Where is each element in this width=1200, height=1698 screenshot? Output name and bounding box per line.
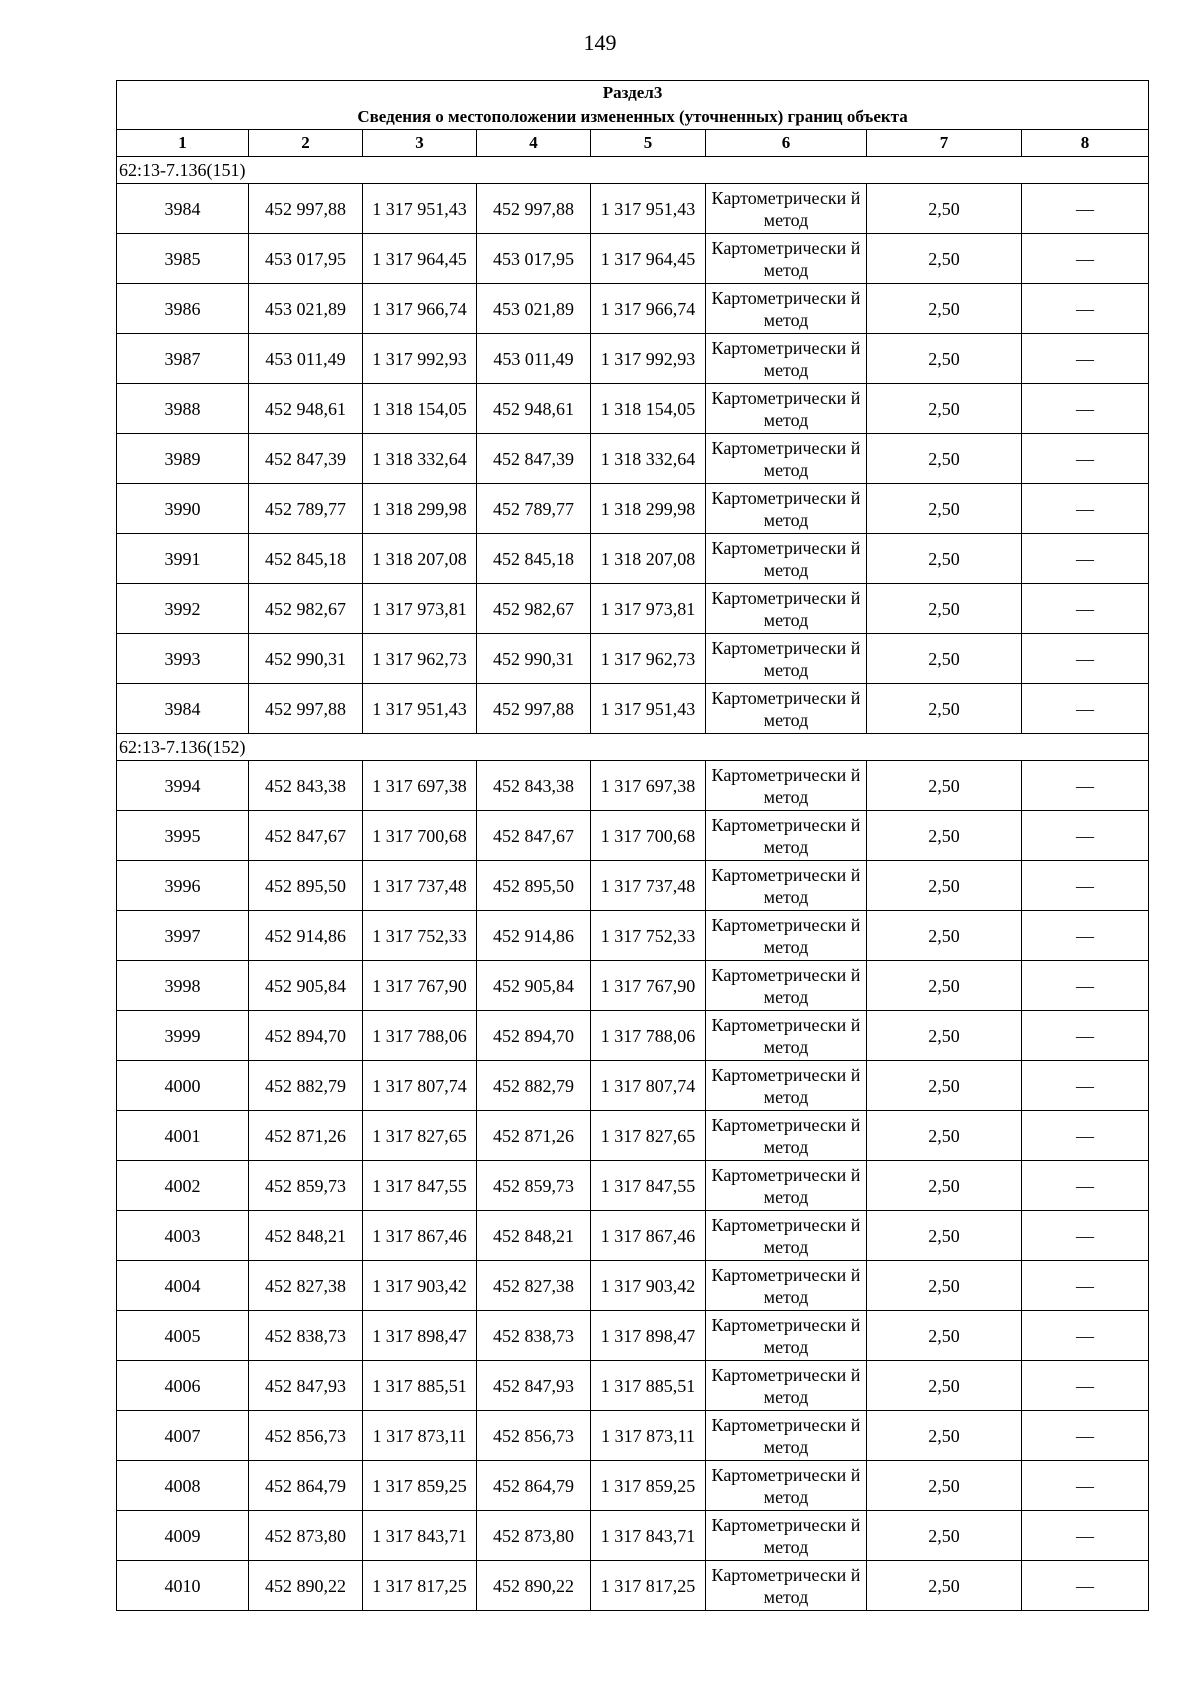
accuracy-cell: 2,50 <box>867 234 1022 284</box>
parcel-group-row <box>117 734 1149 761</box>
point-number-cell: 3984 <box>117 184 249 234</box>
method-cell: Картометрически й метод <box>706 1261 867 1311</box>
column-number: 6 <box>706 130 867 157</box>
point-number-cell: 3996 <box>117 861 249 911</box>
y-coordinate-cell: 1 317 697,38 <box>591 761 706 811</box>
y-coordinate-cell: 1 317 903,42 <box>591 1261 706 1311</box>
y-coordinate-cell: 1 317 827,65 <box>591 1111 706 1161</box>
point-number-cell: 3992 <box>117 584 249 634</box>
y-coordinate-cell: 1 318 332,64 <box>591 434 706 484</box>
x-coordinate-cell: 452 864,79 <box>249 1461 363 1511</box>
method-cell: Картометрически й метод <box>706 761 867 811</box>
table-row <box>117 1261 1149 1311</box>
y-coordinate-cell: 1 318 332,64 <box>363 434 477 484</box>
column-number: 1 <box>117 130 249 157</box>
empty-value-cell: — <box>1022 434 1149 484</box>
method-cell: Картометрически й метод <box>706 284 867 334</box>
point-number-cell: 3998 <box>117 961 249 1011</box>
method-cell: Картометрически й метод <box>706 1461 867 1511</box>
y-coordinate-cell: 1 317 847,55 <box>363 1161 477 1211</box>
y-coordinate-cell: 1 318 207,08 <box>591 534 706 584</box>
table-row <box>117 761 1149 811</box>
method-cell: Картометрически й метод <box>706 434 867 484</box>
boundary-coordinates-table <box>116 80 1149 1611</box>
point-number-cell: 4002 <box>117 1161 249 1211</box>
table-body <box>117 81 1149 1611</box>
empty-value-cell: — <box>1022 484 1149 534</box>
y-coordinate-cell: 1 317 885,51 <box>363 1361 477 1411</box>
point-number-cell: 3993 <box>117 634 249 684</box>
table-title-row <box>117 105 1149 130</box>
method-cell: Картометрически й метод <box>706 1561 867 1611</box>
column-number: 8 <box>1022 130 1149 157</box>
table-row <box>117 1161 1149 1211</box>
y-coordinate-cell: 1 317 767,90 <box>591 961 706 1011</box>
point-number-cell: 4008 <box>117 1461 249 1511</box>
y-coordinate-cell: 1 317 951,43 <box>363 184 477 234</box>
y-coordinate-cell: 1 318 299,98 <box>363 484 477 534</box>
table-row <box>117 484 1149 534</box>
method-cell: Картометрически й метод <box>706 384 867 434</box>
point-number-cell: 4010 <box>117 1561 249 1611</box>
y-coordinate-cell: 1 317 951,43 <box>591 184 706 234</box>
empty-value-cell: — <box>1022 184 1149 234</box>
x-coordinate-cell: 452 838,73 <box>249 1311 363 1361</box>
accuracy-cell: 2,50 <box>867 811 1022 861</box>
empty-value-cell: — <box>1022 1161 1149 1211</box>
x-coordinate-cell: 452 890,22 <box>249 1561 363 1611</box>
accuracy-cell: 2,50 <box>867 1011 1022 1061</box>
y-coordinate-cell: 1 317 962,73 <box>363 634 477 684</box>
y-coordinate-cell: 1 317 973,81 <box>591 584 706 634</box>
x-coordinate-cell: 452 859,73 <box>249 1161 363 1211</box>
accuracy-cell: 2,50 <box>867 1061 1022 1111</box>
table-row <box>117 1511 1149 1561</box>
table-row <box>117 1411 1149 1461</box>
x-coordinate-cell: 452 856,73 <box>477 1411 591 1461</box>
point-number-cell: 4006 <box>117 1361 249 1411</box>
x-coordinate-cell: 452 848,21 <box>477 1211 591 1261</box>
table-row <box>117 584 1149 634</box>
method-cell: Картометрически й метод <box>706 484 867 534</box>
x-coordinate-cell: 452 843,38 <box>477 761 591 811</box>
x-coordinate-cell: 452 845,18 <box>249 534 363 584</box>
x-coordinate-cell: 452 827,38 <box>477 1261 591 1311</box>
accuracy-cell: 2,50 <box>867 584 1022 634</box>
column-number: 5 <box>591 130 706 157</box>
y-coordinate-cell: 1 317 788,06 <box>363 1011 477 1061</box>
method-cell: Картометрически й метод <box>706 961 867 1011</box>
y-coordinate-cell: 1 317 767,90 <box>363 961 477 1011</box>
method-cell: Картометрически й метод <box>706 334 867 384</box>
table-row <box>117 1311 1149 1361</box>
x-coordinate-cell: 452 997,88 <box>477 184 591 234</box>
table-row <box>117 861 1149 911</box>
method-cell: Картометрически й метод <box>706 634 867 684</box>
column-number-row <box>117 130 1149 157</box>
x-coordinate-cell: 452 982,67 <box>477 584 591 634</box>
method-cell: Картометрически й метод <box>706 184 867 234</box>
table-row <box>117 1011 1149 1061</box>
x-coordinate-cell: 452 873,80 <box>477 1511 591 1561</box>
x-coordinate-cell: 452 847,93 <box>249 1361 363 1411</box>
page-number: 149 <box>583 30 617 55</box>
accuracy-cell: 2,50 <box>867 684 1022 734</box>
y-coordinate-cell: 1 317 964,45 <box>363 234 477 284</box>
x-coordinate-cell: 452 873,80 <box>249 1511 363 1561</box>
x-coordinate-cell: 452 847,39 <box>477 434 591 484</box>
table-row <box>117 534 1149 584</box>
empty-value-cell: — <box>1022 334 1149 384</box>
accuracy-cell: 2,50 <box>867 1361 1022 1411</box>
x-coordinate-cell: 452 845,18 <box>477 534 591 584</box>
x-coordinate-cell: 452 848,21 <box>249 1211 363 1261</box>
method-cell: Картометрически й метод <box>706 1511 867 1561</box>
point-number-cell: 4005 <box>117 1311 249 1361</box>
column-number: 3 <box>363 130 477 157</box>
y-coordinate-cell: 1 317 873,11 <box>363 1411 477 1461</box>
accuracy-cell: 2,50 <box>867 1211 1022 1261</box>
empty-value-cell: — <box>1022 1211 1149 1261</box>
point-number-cell: 3984 <box>117 684 249 734</box>
y-coordinate-cell: 1 317 807,74 <box>363 1061 477 1111</box>
empty-value-cell: — <box>1022 761 1149 811</box>
point-number-cell: 3990 <box>117 484 249 534</box>
method-cell: Картометрически й метод <box>706 1061 867 1111</box>
method-cell: Картометрически й метод <box>706 861 867 911</box>
point-number-cell: 3994 <box>117 761 249 811</box>
table-title: Сведения о местоположении измененных (уточненных) границ объекта <box>117 105 1149 130</box>
method-cell: Картометрически й метод <box>706 684 867 734</box>
point-number-cell: 4003 <box>117 1211 249 1261</box>
empty-value-cell: — <box>1022 1311 1149 1361</box>
point-number-cell: 4004 <box>117 1261 249 1311</box>
section-label: Раздел3 <box>117 81 1149 106</box>
y-coordinate-cell: 1 318 154,05 <box>363 384 477 434</box>
y-coordinate-cell: 1 317 873,11 <box>591 1411 706 1461</box>
accuracy-cell: 2,50 <box>867 1511 1022 1561</box>
point-number-cell: 4001 <box>117 1111 249 1161</box>
accuracy-cell: 2,50 <box>867 334 1022 384</box>
x-coordinate-cell: 452 847,67 <box>477 811 591 861</box>
accuracy-cell: 2,50 <box>867 1461 1022 1511</box>
x-coordinate-cell: 452 895,50 <box>249 861 363 911</box>
table-row <box>117 961 1149 1011</box>
point-number-cell: 3995 <box>117 811 249 861</box>
table-row <box>117 684 1149 734</box>
x-coordinate-cell: 452 895,50 <box>477 861 591 911</box>
x-coordinate-cell: 452 997,88 <box>477 684 591 734</box>
x-coordinate-cell: 452 847,93 <box>477 1361 591 1411</box>
point-number-cell: 4000 <box>117 1061 249 1111</box>
table-row <box>117 1461 1149 1511</box>
point-number-cell: 4007 <box>117 1411 249 1461</box>
method-cell: Картометрически й метод <box>706 811 867 861</box>
table-row <box>117 384 1149 434</box>
x-coordinate-cell: 452 890,22 <box>477 1561 591 1611</box>
y-coordinate-cell: 1 317 867,46 <box>363 1211 477 1261</box>
empty-value-cell: — <box>1022 1061 1149 1111</box>
y-coordinate-cell: 1 317 697,38 <box>363 761 477 811</box>
point-number-cell: 3999 <box>117 1011 249 1061</box>
empty-value-cell: — <box>1022 384 1149 434</box>
y-coordinate-cell: 1 317 788,06 <box>591 1011 706 1061</box>
x-coordinate-cell: 452 894,70 <box>477 1011 591 1061</box>
empty-value-cell: — <box>1022 1011 1149 1061</box>
accuracy-cell: 2,50 <box>867 634 1022 684</box>
accuracy-cell: 2,50 <box>867 1161 1022 1211</box>
point-number-cell: 3997 <box>117 911 249 961</box>
table-row <box>117 1111 1149 1161</box>
accuracy-cell: 2,50 <box>867 1261 1022 1311</box>
x-coordinate-cell: 453 017,95 <box>249 234 363 284</box>
table-row <box>117 334 1149 384</box>
point-number-cell: 3987 <box>117 334 249 384</box>
y-coordinate-cell: 1 317 700,68 <box>363 811 477 861</box>
y-coordinate-cell: 1 317 885,51 <box>591 1361 706 1411</box>
method-cell: Картометрически й метод <box>706 911 867 961</box>
method-cell: Картометрически й метод <box>706 534 867 584</box>
method-cell: Картометрически й метод <box>706 1411 867 1461</box>
empty-value-cell: — <box>1022 861 1149 911</box>
y-coordinate-cell: 1 317 898,47 <box>363 1311 477 1361</box>
empty-value-cell: — <box>1022 684 1149 734</box>
x-coordinate-cell: 452 905,84 <box>477 961 591 1011</box>
x-coordinate-cell: 452 914,86 <box>477 911 591 961</box>
method-cell: Картометрически й метод <box>706 584 867 634</box>
x-coordinate-cell: 452 827,38 <box>249 1261 363 1311</box>
x-coordinate-cell: 452 847,39 <box>249 434 363 484</box>
x-coordinate-cell: 453 011,49 <box>249 334 363 384</box>
x-coordinate-cell: 452 948,61 <box>249 384 363 434</box>
empty-value-cell: — <box>1022 284 1149 334</box>
parcel-group-label: 62:13-7.136(152) <box>117 734 1149 761</box>
accuracy-cell: 2,50 <box>867 534 1022 584</box>
accuracy-cell: 2,50 <box>867 434 1022 484</box>
y-coordinate-cell: 1 317 700,68 <box>591 811 706 861</box>
x-coordinate-cell: 452 843,38 <box>249 761 363 811</box>
y-coordinate-cell: 1 317 843,71 <box>591 1511 706 1561</box>
y-coordinate-cell: 1 317 973,81 <box>363 584 477 634</box>
y-coordinate-cell: 1 317 992,93 <box>591 334 706 384</box>
y-coordinate-cell: 1 317 966,74 <box>363 284 477 334</box>
y-coordinate-cell: 1 317 903,42 <box>363 1261 477 1311</box>
empty-value-cell: — <box>1022 961 1149 1011</box>
point-number-cell: 3986 <box>117 284 249 334</box>
table-row <box>117 184 1149 234</box>
accuracy-cell: 2,50 <box>867 484 1022 534</box>
y-coordinate-cell: 1 317 843,71 <box>363 1511 477 1561</box>
method-cell: Картометрически й метод <box>706 234 867 284</box>
y-coordinate-cell: 1 317 752,33 <box>591 911 706 961</box>
table-row <box>117 234 1149 284</box>
empty-value-cell: — <box>1022 1111 1149 1161</box>
point-number-cell: 3988 <box>117 384 249 434</box>
method-cell: Картометрически й метод <box>706 1211 867 1261</box>
y-coordinate-cell: 1 317 737,48 <box>591 861 706 911</box>
point-number-cell: 3989 <box>117 434 249 484</box>
section-label-row <box>117 81 1149 106</box>
accuracy-cell: 2,50 <box>867 1411 1022 1461</box>
y-coordinate-cell: 1 317 859,25 <box>591 1461 706 1511</box>
accuracy-cell: 2,50 <box>867 384 1022 434</box>
y-coordinate-cell: 1 317 962,73 <box>591 634 706 684</box>
x-coordinate-cell: 452 789,77 <box>249 484 363 534</box>
empty-value-cell: — <box>1022 1411 1149 1461</box>
empty-value-cell: — <box>1022 1461 1149 1511</box>
x-coordinate-cell: 452 997,88 <box>249 184 363 234</box>
y-coordinate-cell: 1 317 817,25 <box>591 1561 706 1611</box>
x-coordinate-cell: 452 982,67 <box>249 584 363 634</box>
empty-value-cell: — <box>1022 1511 1149 1561</box>
x-coordinate-cell: 452 914,86 <box>249 911 363 961</box>
y-coordinate-cell: 1 318 154,05 <box>591 384 706 434</box>
x-coordinate-cell: 452 990,31 <box>249 634 363 684</box>
x-coordinate-cell: 452 871,26 <box>249 1111 363 1161</box>
point-number-cell: 3985 <box>117 234 249 284</box>
y-coordinate-cell: 1 317 898,47 <box>591 1311 706 1361</box>
accuracy-cell: 2,50 <box>867 1311 1022 1361</box>
x-coordinate-cell: 453 021,89 <box>477 284 591 334</box>
accuracy-cell: 2,50 <box>867 761 1022 811</box>
x-coordinate-cell: 452 789,77 <box>477 484 591 534</box>
y-coordinate-cell: 1 317 992,93 <box>363 334 477 384</box>
table-row <box>117 434 1149 484</box>
empty-value-cell: — <box>1022 234 1149 284</box>
parcel-group-row <box>117 157 1149 184</box>
y-coordinate-cell: 1 317 951,43 <box>363 684 477 734</box>
point-number-cell: 3991 <box>117 534 249 584</box>
y-coordinate-cell: 1 317 847,55 <box>591 1161 706 1211</box>
empty-value-cell: — <box>1022 1561 1149 1611</box>
x-coordinate-cell: 452 838,73 <box>477 1311 591 1361</box>
empty-value-cell: — <box>1022 1361 1149 1411</box>
parcel-group-label: 62:13-7.136(151) <box>117 157 1149 184</box>
x-coordinate-cell: 452 871,26 <box>477 1111 591 1161</box>
point-number-cell: 4009 <box>117 1511 249 1561</box>
y-coordinate-cell: 1 317 966,74 <box>591 284 706 334</box>
y-coordinate-cell: 1 317 827,65 <box>363 1111 477 1161</box>
accuracy-cell: 2,50 <box>867 184 1022 234</box>
x-coordinate-cell: 452 859,73 <box>477 1161 591 1211</box>
y-coordinate-cell: 1 318 207,08 <box>363 534 477 584</box>
table-row <box>117 1061 1149 1111</box>
empty-value-cell: — <box>1022 1261 1149 1311</box>
y-coordinate-cell: 1 317 951,43 <box>591 684 706 734</box>
empty-value-cell: — <box>1022 634 1149 684</box>
y-coordinate-cell: 1 318 299,98 <box>591 484 706 534</box>
method-cell: Картометрически й метод <box>706 1111 867 1161</box>
x-coordinate-cell: 453 011,49 <box>477 334 591 384</box>
y-coordinate-cell: 1 317 817,25 <box>363 1561 477 1611</box>
empty-value-cell: — <box>1022 534 1149 584</box>
accuracy-cell: 2,50 <box>867 1561 1022 1611</box>
x-coordinate-cell: 452 847,67 <box>249 811 363 861</box>
y-coordinate-cell: 1 317 807,74 <box>591 1061 706 1111</box>
y-coordinate-cell: 1 317 859,25 <box>363 1461 477 1511</box>
accuracy-cell: 2,50 <box>867 961 1022 1011</box>
empty-value-cell: — <box>1022 584 1149 634</box>
x-coordinate-cell: 452 905,84 <box>249 961 363 1011</box>
method-cell: Картометрически й метод <box>706 1361 867 1411</box>
y-coordinate-cell: 1 317 867,46 <box>591 1211 706 1261</box>
y-coordinate-cell: 1 317 964,45 <box>591 234 706 284</box>
table-row <box>117 811 1149 861</box>
y-coordinate-cell: 1 317 752,33 <box>363 911 477 961</box>
column-number: 7 <box>867 130 1022 157</box>
x-coordinate-cell: 452 882,79 <box>477 1061 591 1111</box>
empty-value-cell: — <box>1022 911 1149 961</box>
table-row <box>117 1361 1149 1411</box>
x-coordinate-cell: 452 990,31 <box>477 634 591 684</box>
column-number: 4 <box>477 130 591 157</box>
x-coordinate-cell: 452 856,73 <box>249 1411 363 1461</box>
x-coordinate-cell: 453 017,95 <box>477 234 591 284</box>
accuracy-cell: 2,50 <box>867 1111 1022 1161</box>
x-coordinate-cell: 452 948,61 <box>477 384 591 434</box>
accuracy-cell: 2,50 <box>867 861 1022 911</box>
accuracy-cell: 2,50 <box>867 284 1022 334</box>
x-coordinate-cell: 452 997,88 <box>249 684 363 734</box>
method-cell: Картометрически й метод <box>706 1311 867 1361</box>
x-coordinate-cell: 453 021,89 <box>249 284 363 334</box>
table-row <box>117 1211 1149 1261</box>
table-row <box>117 284 1149 334</box>
table-row <box>117 1561 1149 1611</box>
y-coordinate-cell: 1 317 737,48 <box>363 861 477 911</box>
x-coordinate-cell: 452 864,79 <box>477 1461 591 1511</box>
method-cell: Картометрически й метод <box>706 1161 867 1211</box>
x-coordinate-cell: 452 894,70 <box>249 1011 363 1061</box>
accuracy-cell: 2,50 <box>867 911 1022 961</box>
column-number: 2 <box>249 130 363 157</box>
empty-value-cell: — <box>1022 811 1149 861</box>
method-cell: Картометрически й метод <box>706 1011 867 1061</box>
table-row <box>117 911 1149 961</box>
x-coordinate-cell: 452 882,79 <box>249 1061 363 1111</box>
table-row <box>117 634 1149 684</box>
